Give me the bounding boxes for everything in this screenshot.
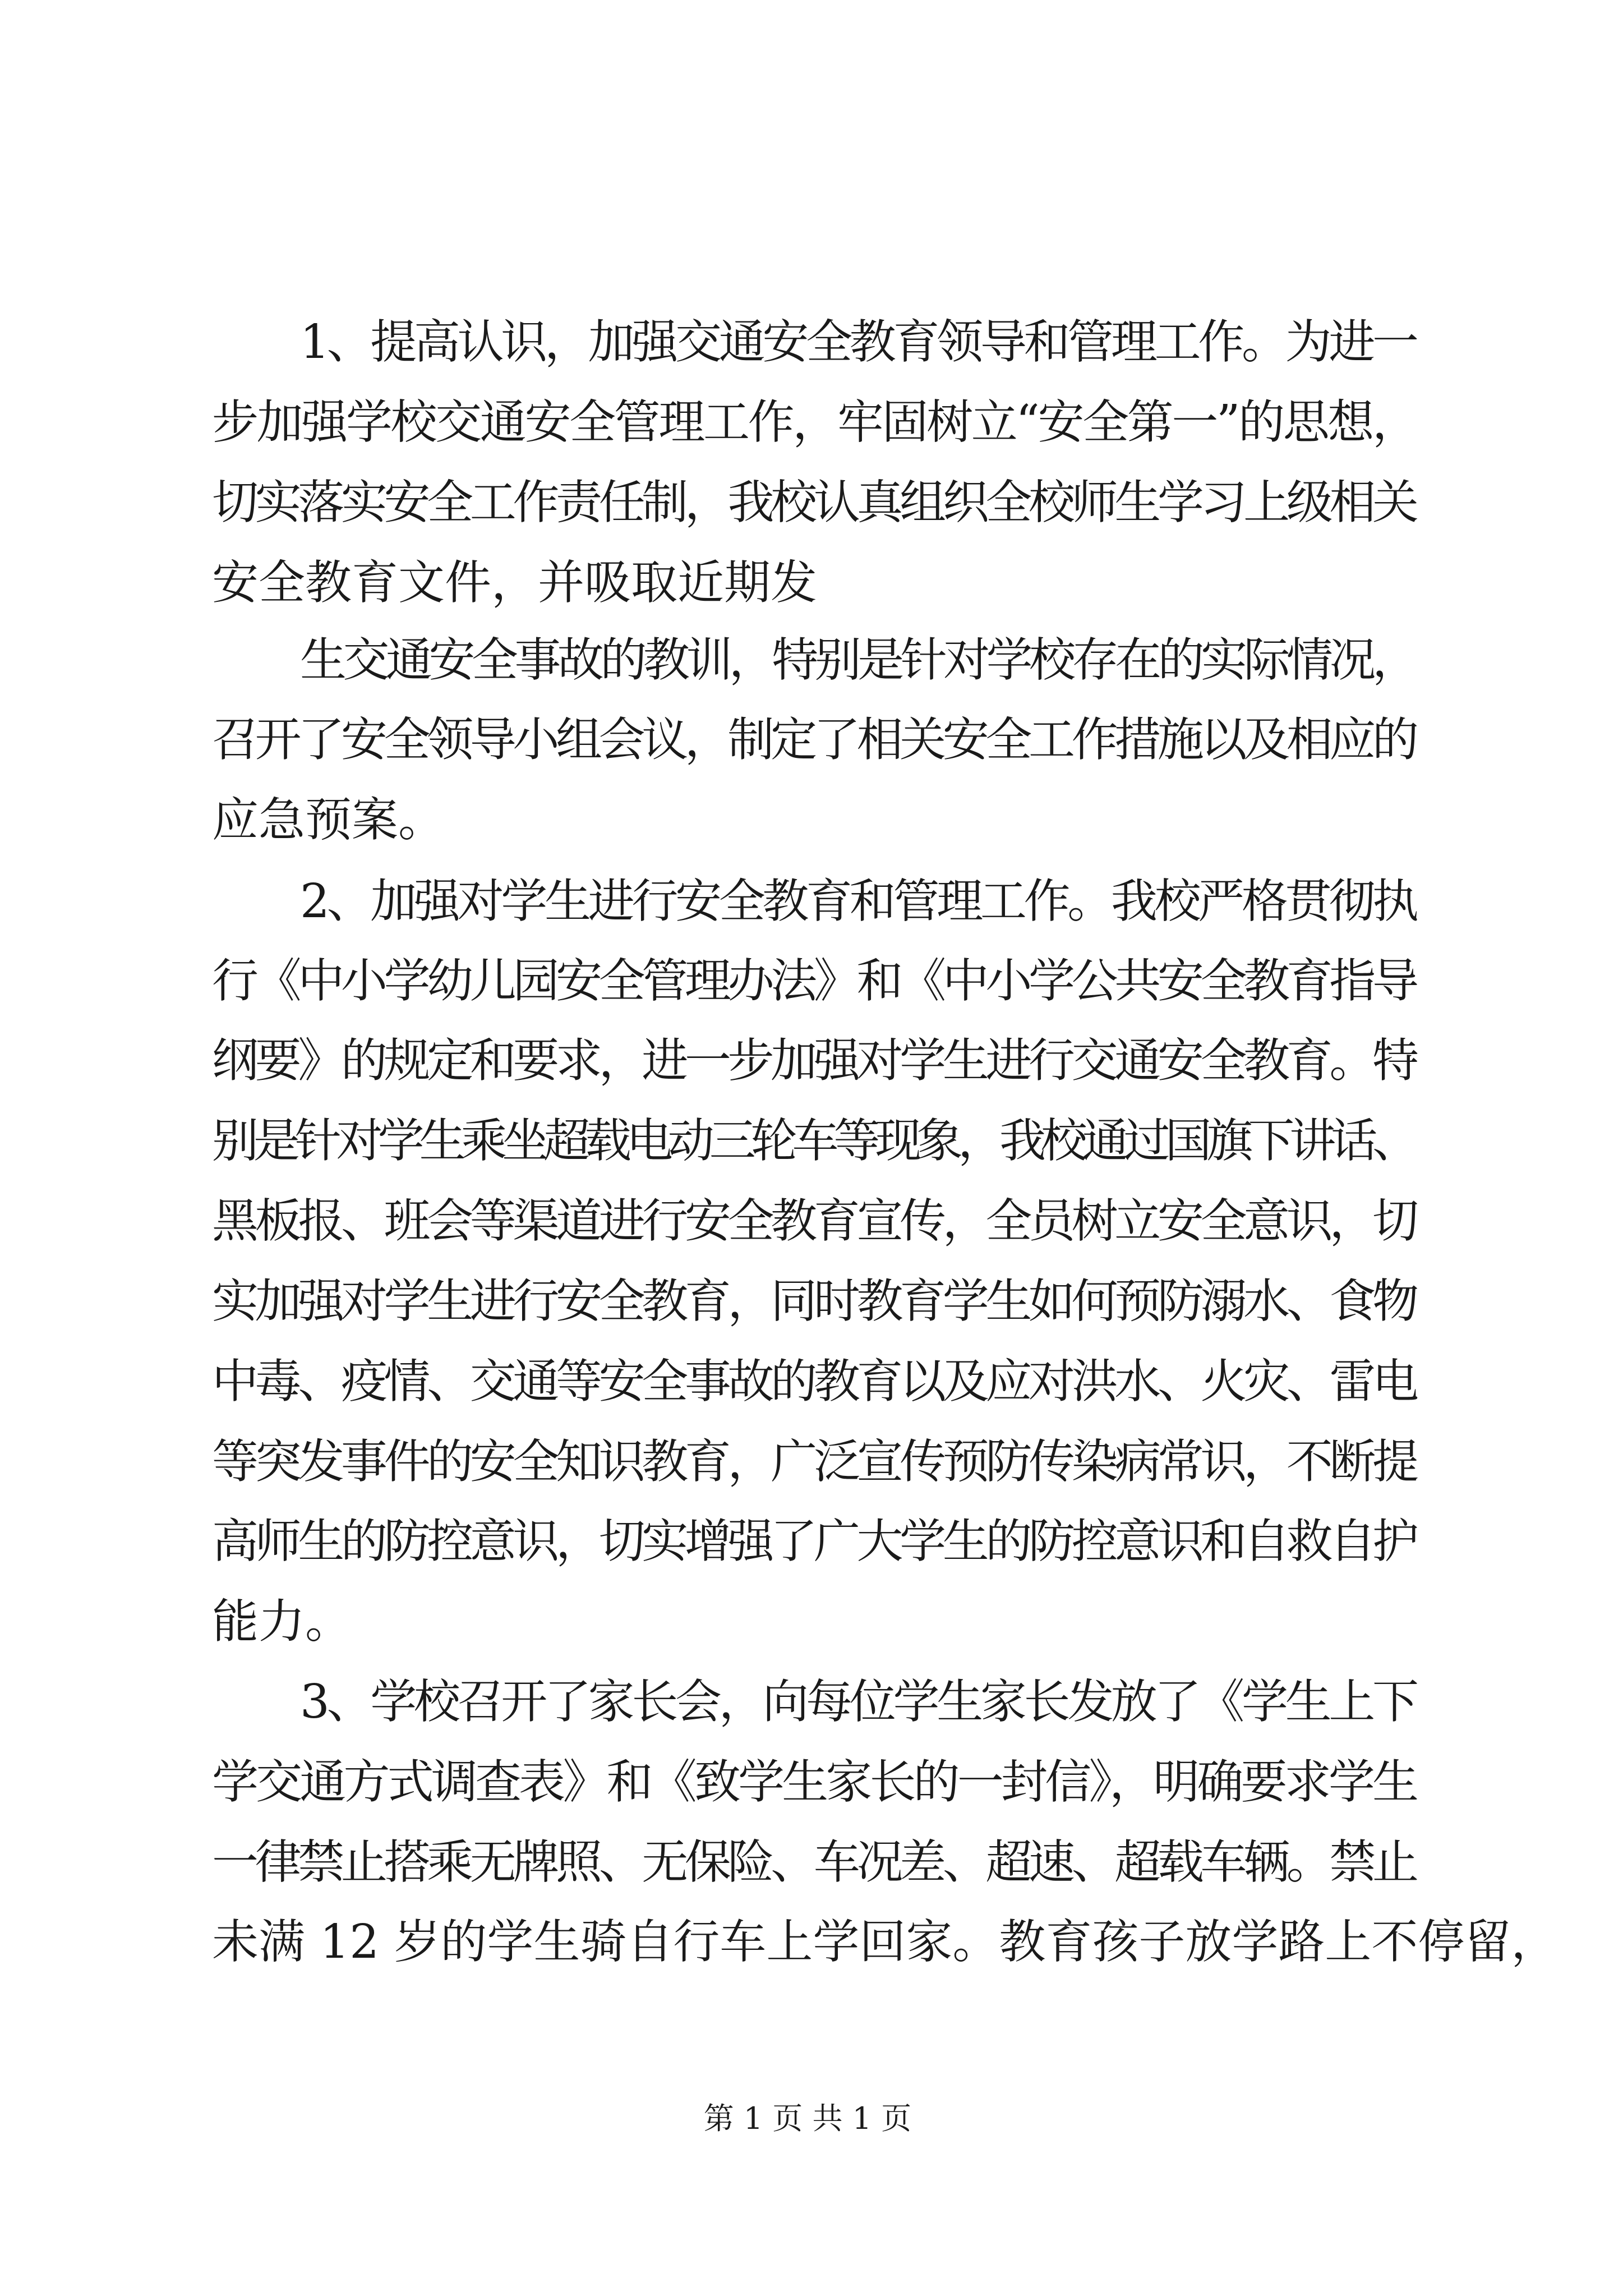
paragraph-4-line: 3、学校召开了家长会，向每位学生家长发放了《学生上下 [300, 1674, 1419, 1729]
paragraph-3-line: 等突发事件的安全知识教育，广泛宣传预防传染病常识，不断提 [212, 1434, 1419, 1489]
page-footer: 第 1 页 共 1 页 [703, 2101, 912, 2136]
paragraph-1-line: 安全教育文件，并吸取近期发 [212, 555, 817, 610]
paragraph-4-line: 一律禁止搭乘无牌照、无保险、车况差、超速、超载车辆。禁止 [212, 1835, 1419, 1889]
paragraph-4-line: 学交通方式调查表》和《致学生家长的一封信》，明确要求学生 [212, 1755, 1419, 1809]
paragraph-4-line: 未满 12 岁的学生骑自行车上学回家。教育孩子放学路上不停留， [212, 1915, 1558, 1969]
paragraph-3-line: 高师生的防控意识，切实增强了广大学生的防控意识和自救自护 [212, 1514, 1419, 1568]
paragraph-3-line: 实加强对学生进行安全教育，同时教育学生如何预防溺水、食物 [212, 1274, 1419, 1328]
paragraph-3-line: 2、加强对学生进行安全教育和管理工作。我校严格贯彻执 [300, 874, 1419, 928]
paragraph-3-line: 能力。 [212, 1594, 352, 1649]
paragraph-3-line: 纲要》的规定和要求，进一步加强对学生进行交通安全教育。特 [212, 1033, 1419, 1088]
paragraph-3-line: 行《中小学幼儿园安全管理办法》和《中小学公共安全教育指导 [212, 954, 1419, 1008]
paragraph-1-line: 切实落实安全工作责任制，我校认真组织全校师生学习上级相关 [212, 475, 1419, 530]
paragraph-1-line: 步加强学校交通安全管理工作，牢固树立“安全第一”的思想， [212, 395, 1419, 449]
paragraph-3-line: 别是针对学生乘坐超载电动三轮车等现象，我校通过国旗下讲话、 [212, 1114, 1419, 1168]
paragraph-3-line: 中毒、疫情、交通等安全事故的教育以及应对洪水、火灾、雷电 [212, 1354, 1419, 1409]
paragraph-1-line: 1、提高认识，加强交通安全教育领导和管理工作。为进一 [300, 315, 1419, 369]
paragraph-2-line: 生交通安全事故的教训，特别是针对学校存在的实际情况， [300, 633, 1419, 687]
paragraph-3-line: 黑板报、班会等渠道进行安全教育宣传，全员树立安全意识，切 [212, 1194, 1419, 1248]
document-body [212, 315, 1557, 1969]
paragraph-2-line: 应急预案。 [212, 793, 445, 847]
paragraph-2-line: 召开了安全领导小组会议，制定了相关安全工作措施以及相应的 [212, 712, 1419, 767]
